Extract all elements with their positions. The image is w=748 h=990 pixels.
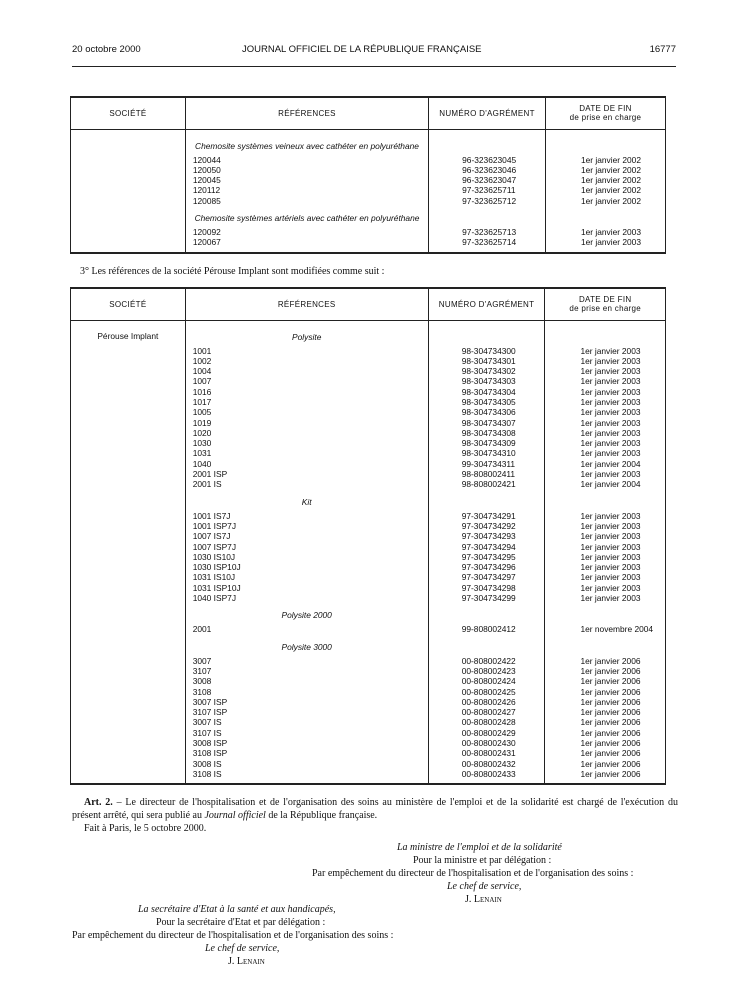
agrement-number: 00-808002426: [461, 696, 516, 707]
col-date-line1: DATE DE FIN: [578, 295, 632, 305]
end-date: 1er janvier 2003: [580, 366, 641, 377]
group-spacer: [546, 609, 664, 621]
end-date: 1er janvier 2004: [580, 458, 641, 469]
end-date: 1er janvier 2006: [580, 727, 641, 738]
end-date: 1er janvier 2003: [580, 520, 641, 531]
agrement-number: 97-323625711: [462, 185, 516, 196]
end-date: 1er janvier 2006: [580, 665, 641, 676]
header-page-number: 16777: [649, 44, 676, 55]
end-date: 1er janvier 2003: [580, 396, 641, 407]
group-spacer: [430, 496, 544, 508]
end-date: 1er janvier 2003: [580, 376, 641, 387]
reference-code: 1031 IS10J: [192, 572, 236, 583]
col-references: RÉFÉRENCES: [185, 288, 428, 320]
end-date: 1er janvier 2002: [580, 175, 641, 186]
reference-code: 120067: [192, 237, 221, 248]
reference-code: 1007 ISP7J: [192, 541, 237, 552]
reference-row: [187, 237, 427, 247]
agrement-number: 97-304734292: [461, 520, 516, 531]
agrement-number: 98-304734300: [461, 345, 516, 356]
reference-row: [187, 624, 427, 634]
end-date: 1er janvier 2006: [580, 686, 641, 697]
date-cell: [545, 129, 665, 253]
reference-code: 2001 IS: [192, 479, 222, 490]
end-date: 1er janvier 2002: [580, 185, 641, 196]
reference-code: 1030: [192, 438, 212, 449]
end-date: 1er janvier 2006: [580, 696, 641, 707]
reference-code: 120050: [192, 164, 221, 175]
reference-code: 1019: [192, 417, 212, 428]
end-date: 1er janvier 2006: [580, 758, 641, 769]
agrement-number: 98-304734303: [461, 376, 516, 387]
reference-row: [187, 697, 427, 707]
reference-row: [187, 397, 427, 407]
sig2-line2: Par empêchement du directeur de l'hospitalisation et de l'organisation des soins :: [72, 930, 394, 941]
reference-row: [187, 738, 427, 748]
col-societe: SOCIÉTÉ: [71, 97, 186, 129]
reference-code: 1007 IS7J: [192, 531, 231, 542]
reference-row: [187, 155, 427, 165]
agrement-number: 97-304734294: [461, 541, 516, 552]
end-date: 1er janvier 2003: [580, 407, 641, 418]
end-date: 1er janvier 2003: [580, 345, 641, 356]
reference-row: [187, 521, 427, 531]
end-date: 1er janvier 2003: [580, 417, 641, 428]
agrement-number: 98-304734304: [461, 386, 516, 397]
agrement-number: 97-304734298: [461, 582, 516, 593]
col-references: RÉFÉRENCES: [185, 97, 428, 129]
reference-row: [187, 656, 427, 666]
end-date: 1er janvier 2006: [580, 717, 641, 728]
reference-row: [187, 511, 427, 521]
agrement-number: 98-304734309: [461, 438, 516, 449]
reference-code: 3008 ISP: [192, 738, 228, 748]
reference-row: [187, 593, 427, 603]
end-date: 1er janvier 2003: [580, 237, 641, 248]
group-title: Polysite 3000: [281, 641, 332, 652]
reference-row: [187, 165, 427, 175]
end-date: 1er janvier 2004: [580, 479, 641, 490]
sig2-name: J. Lenain: [228, 956, 265, 967]
reference-code: 120044: [192, 154, 221, 165]
agrement-number: 97-323625712: [462, 195, 517, 206]
agrement-number: 00-808002424: [461, 676, 516, 687]
agrement-number: 00-808002428: [461, 717, 516, 728]
reference-row: [187, 759, 427, 769]
sig2-role: Le chef de service,: [205, 943, 280, 954]
agrement-number: 97-304734291: [461, 510, 516, 521]
agrement-number: 00-808002432: [461, 758, 516, 769]
reference-row: [187, 387, 427, 397]
reference-row: [187, 227, 427, 237]
reference-code: 1007: [192, 376, 212, 387]
end-date: 1er janvier 2003: [580, 541, 641, 552]
reference-code: 3108 IS: [192, 768, 222, 779]
agrement-number: 97-304734293: [461, 531, 516, 542]
reference-code: 1030 IS10J: [192, 551, 236, 562]
reference-code: 3008 IS: [192, 758, 222, 769]
end-date: 1er janvier 2003: [580, 386, 641, 397]
end-date: 1er janvier 2002: [580, 164, 641, 175]
reference-row: [187, 428, 427, 438]
sig1-line1: Pour la ministre et par délégation :: [413, 855, 552, 866]
reference-row: [187, 552, 427, 562]
agrement-number: 98-808002411: [461, 469, 516, 480]
end-date: 1er janvier 2006: [580, 655, 641, 666]
article-text-before: – Le directeur de l'hospitalisation et de l'organisation des soins au ministère de l'emploi et de la solidarité est chargé de l'exécution du présent arrêté, qui sera publié au: [72, 797, 678, 821]
references-cell: [185, 129, 428, 253]
reference-row: [187, 346, 427, 356]
reference-row: [187, 531, 427, 541]
group-spacer: [547, 140, 664, 152]
done-at: Fait à Paris, le 5 octobre 2000.: [84, 823, 207, 834]
group-spacer: [430, 641, 544, 653]
reference-row: [187, 479, 427, 489]
end-date: 1er janvier 2003: [580, 593, 641, 604]
header-date: 20 octobre 2000: [72, 44, 141, 55]
reference-row: [187, 185, 427, 195]
group-title: Polysite 2000: [281, 610, 332, 621]
reference-row: [187, 583, 427, 593]
reference-code: 3108: [192, 686, 212, 697]
end-date: 1er janvier 2003: [580, 469, 641, 480]
end-date: 1er janvier 2003: [580, 427, 641, 438]
end-date: 1er janvier 2006: [580, 676, 641, 687]
reference-row: [187, 728, 427, 738]
agrement-number: 97-323625714: [462, 237, 517, 248]
col-societe: SOCIÉTÉ: [71, 288, 186, 320]
date-cell: [545, 320, 666, 784]
reference-row: [187, 717, 427, 727]
reference-row: [187, 748, 427, 758]
agrement-number: 98-304734308: [461, 427, 516, 438]
agrement-number: 96-323623045: [462, 154, 517, 165]
numero-cell: [429, 129, 546, 253]
references-table-1: [70, 96, 666, 254]
group-spacer: [430, 140, 544, 152]
sig1-line2: Par empêchement du directeur de l'hospitalisation et de l'organisation des soins :: [312, 868, 634, 879]
end-date: 1er janvier 2006: [580, 748, 641, 759]
col-date-line2: de prise en charge: [569, 113, 642, 123]
group-spacer: [547, 212, 664, 224]
sig1-role: Le chef de service,: [447, 881, 522, 892]
societe-cell: Pérouse Implant: [71, 320, 186, 784]
agrement-number: 00-808002422: [461, 655, 516, 666]
reference-row: [187, 366, 427, 376]
reference-code: 1020: [192, 427, 212, 438]
reference-row: [187, 448, 427, 458]
reference-row: [187, 666, 427, 676]
reference-code: 1040 ISP7J: [192, 593, 237, 604]
agrement-number: 98-304734301: [461, 355, 516, 366]
reference-code: 3108 ISP: [192, 748, 228, 759]
end-date: 1er janvier 2003: [580, 551, 641, 562]
group-spacer: [546, 496, 664, 508]
reference-code: 120085: [192, 195, 221, 206]
agrement-number: 96-323623047: [462, 175, 517, 186]
agrement-number: 00-808002423: [461, 665, 516, 676]
col-date-line2: de prise en charge: [569, 304, 642, 314]
group-title: Chemosite systèmes veineux avec cathéter en polyuréthane: [195, 140, 419, 151]
end-date: 1er janvier 2003: [580, 531, 641, 542]
group-spacer: [546, 641, 664, 653]
agrement-number: 00-808002425: [461, 686, 516, 697]
agrement-number: 00-808002429: [461, 727, 516, 738]
reference-code: 120112: [192, 185, 221, 196]
reference-code: 1001 IS7J: [192, 510, 231, 521]
agrement-number: 98-304734306: [461, 407, 516, 418]
reference-code: 3008: [192, 676, 212, 687]
reference-row: [187, 707, 427, 717]
reference-row: [187, 407, 427, 417]
reference-code: 1017: [192, 396, 212, 407]
agrement-number: 98-304734310: [461, 448, 516, 459]
reference-code: 1031 ISP10J: [192, 582, 241, 593]
col-date-line1: DATE DE FIN: [579, 104, 632, 114]
end-date: 1er janvier 2002: [580, 154, 641, 165]
group-title: Kit: [301, 496, 312, 507]
end-date: 1er janvier 2003: [580, 448, 641, 459]
end-date: 1er novembre 2004: [580, 624, 654, 635]
header-rule: [72, 66, 676, 67]
reference-row: [187, 687, 427, 697]
sig1-title: La ministre de l'emploi et de la solidarité: [397, 842, 562, 853]
reference-code: 1040: [192, 458, 212, 469]
group-spacer: [430, 331, 544, 343]
group-title: Chemosite systèmes artériels avec cathéter en polyuréthane: [194, 212, 420, 223]
agrement-number: 00-808002431: [461, 748, 516, 759]
agrement-number: 97-323625713: [462, 226, 517, 237]
reference-code: 120092: [192, 226, 221, 237]
reference-code: 3107: [192, 665, 212, 676]
group-spacer: [430, 212, 544, 224]
reference-code: 120045: [192, 175, 221, 186]
numero-cell: [428, 320, 545, 784]
reference-code: 3107 IS: [192, 727, 222, 738]
end-date: 1er janvier 2003: [580, 562, 641, 573]
end-date: 1er janvier 2003: [580, 572, 641, 583]
agrement-number: 00-808002427: [461, 707, 516, 718]
article-2: [72, 797, 678, 822]
col-date: [545, 97, 665, 129]
article-journal: Journal officiel: [204, 809, 266, 821]
reference-code: 1001 ISP7J: [192, 520, 237, 531]
reference-code: 2001 ISP: [192, 469, 228, 480]
reference-row: [187, 196, 427, 206]
reference-code: 1005: [192, 407, 212, 418]
reference-code: 1030 ISP10J: [192, 562, 241, 573]
reference-row: [187, 356, 427, 366]
group-title: Polysite: [292, 331, 322, 342]
reference-row: [187, 175, 427, 185]
agrement-number: 98-304734307: [461, 417, 516, 428]
group-spacer: [546, 331, 664, 343]
end-date: 1er janvier 2006: [580, 768, 641, 779]
agrement-number: 98-304734302: [461, 366, 516, 377]
reference-code: 1031: [192, 448, 212, 459]
group-spacer: [430, 609, 544, 621]
end-date: 1er janvier 2003: [580, 438, 641, 449]
header-title: JOURNAL OFFICIEL DE LA RÉPUBLIQUE FRANÇAISE: [242, 44, 482, 55]
agrement-number: 99-808002412: [461, 624, 516, 635]
reference-row: [187, 676, 427, 686]
reference-code: 3007: [192, 655, 212, 666]
reference-code: 1002: [192, 355, 212, 366]
article-text-after: de la République française.: [265, 809, 378, 821]
reference-code: 3007 IS: [192, 717, 222, 728]
agrement-number: 00-808002433: [461, 768, 516, 779]
agrement-number: 99-304734311: [461, 458, 516, 469]
col-date: [545, 288, 666, 320]
article-label: Art. 2.: [84, 797, 113, 808]
col-numero: NUMÉRO D'AGRÉMENT: [428, 288, 545, 320]
reference-row: [187, 376, 427, 386]
agrement-number: 00-808002430: [461, 738, 516, 748]
agrement-number: 98-808002421: [461, 479, 516, 490]
reference-code: 3107 ISP: [192, 707, 228, 718]
reference-code: 1001: [192, 345, 212, 356]
agrement-number: 97-304734295: [461, 551, 516, 562]
reference-code: 2001: [192, 624, 212, 635]
reference-row: [187, 542, 427, 552]
agrement-number: 97-304734297: [461, 572, 516, 583]
page-header: [72, 44, 676, 60]
reference-row: [187, 572, 427, 582]
end-date: 1er janvier 2003: [580, 226, 641, 237]
sig2-title: La secrétaire d'Etat à la santé et aux handicapés,: [138, 904, 336, 915]
sig2-line1: Pour la secrétaire d'Etat et par délégation :: [156, 917, 326, 928]
reference-row: [187, 438, 427, 448]
col-numero: NUMÉRO D'AGRÉMENT: [429, 97, 546, 129]
paragraph-3: 3° Les références de la société Pérouse Implant sont modifiées comme suit :: [80, 266, 385, 277]
agrement-number: 98-304734305: [461, 396, 516, 407]
end-date: 1er janvier 2003: [580, 510, 641, 521]
reference-row: [187, 418, 427, 428]
societe-cell: [71, 129, 186, 253]
agrement-number: 96-323623046: [462, 164, 517, 175]
reference-code: 1004: [192, 366, 212, 377]
reference-row: [187, 469, 427, 479]
reference-row: [187, 769, 427, 779]
references-cell: [185, 320, 428, 784]
end-date: 1er janvier 2006: [580, 738, 641, 748]
end-date: 1er janvier 2003: [580, 355, 641, 366]
reference-row: [187, 562, 427, 572]
reference-code: 1016: [192, 386, 212, 397]
sig1-name: J. Lenain: [465, 894, 502, 905]
reference-code: 3007 ISP: [192, 696, 228, 707]
reference-row: [187, 459, 427, 469]
end-date: 1er janvier 2006: [580, 707, 641, 718]
agrement-number: 97-304734296: [461, 562, 516, 573]
agrement-number: 97-304734299: [461, 593, 516, 604]
end-date: 1er janvier 2003: [580, 582, 641, 593]
end-date: 1er janvier 2002: [580, 195, 641, 206]
references-table-2: [70, 287, 666, 785]
